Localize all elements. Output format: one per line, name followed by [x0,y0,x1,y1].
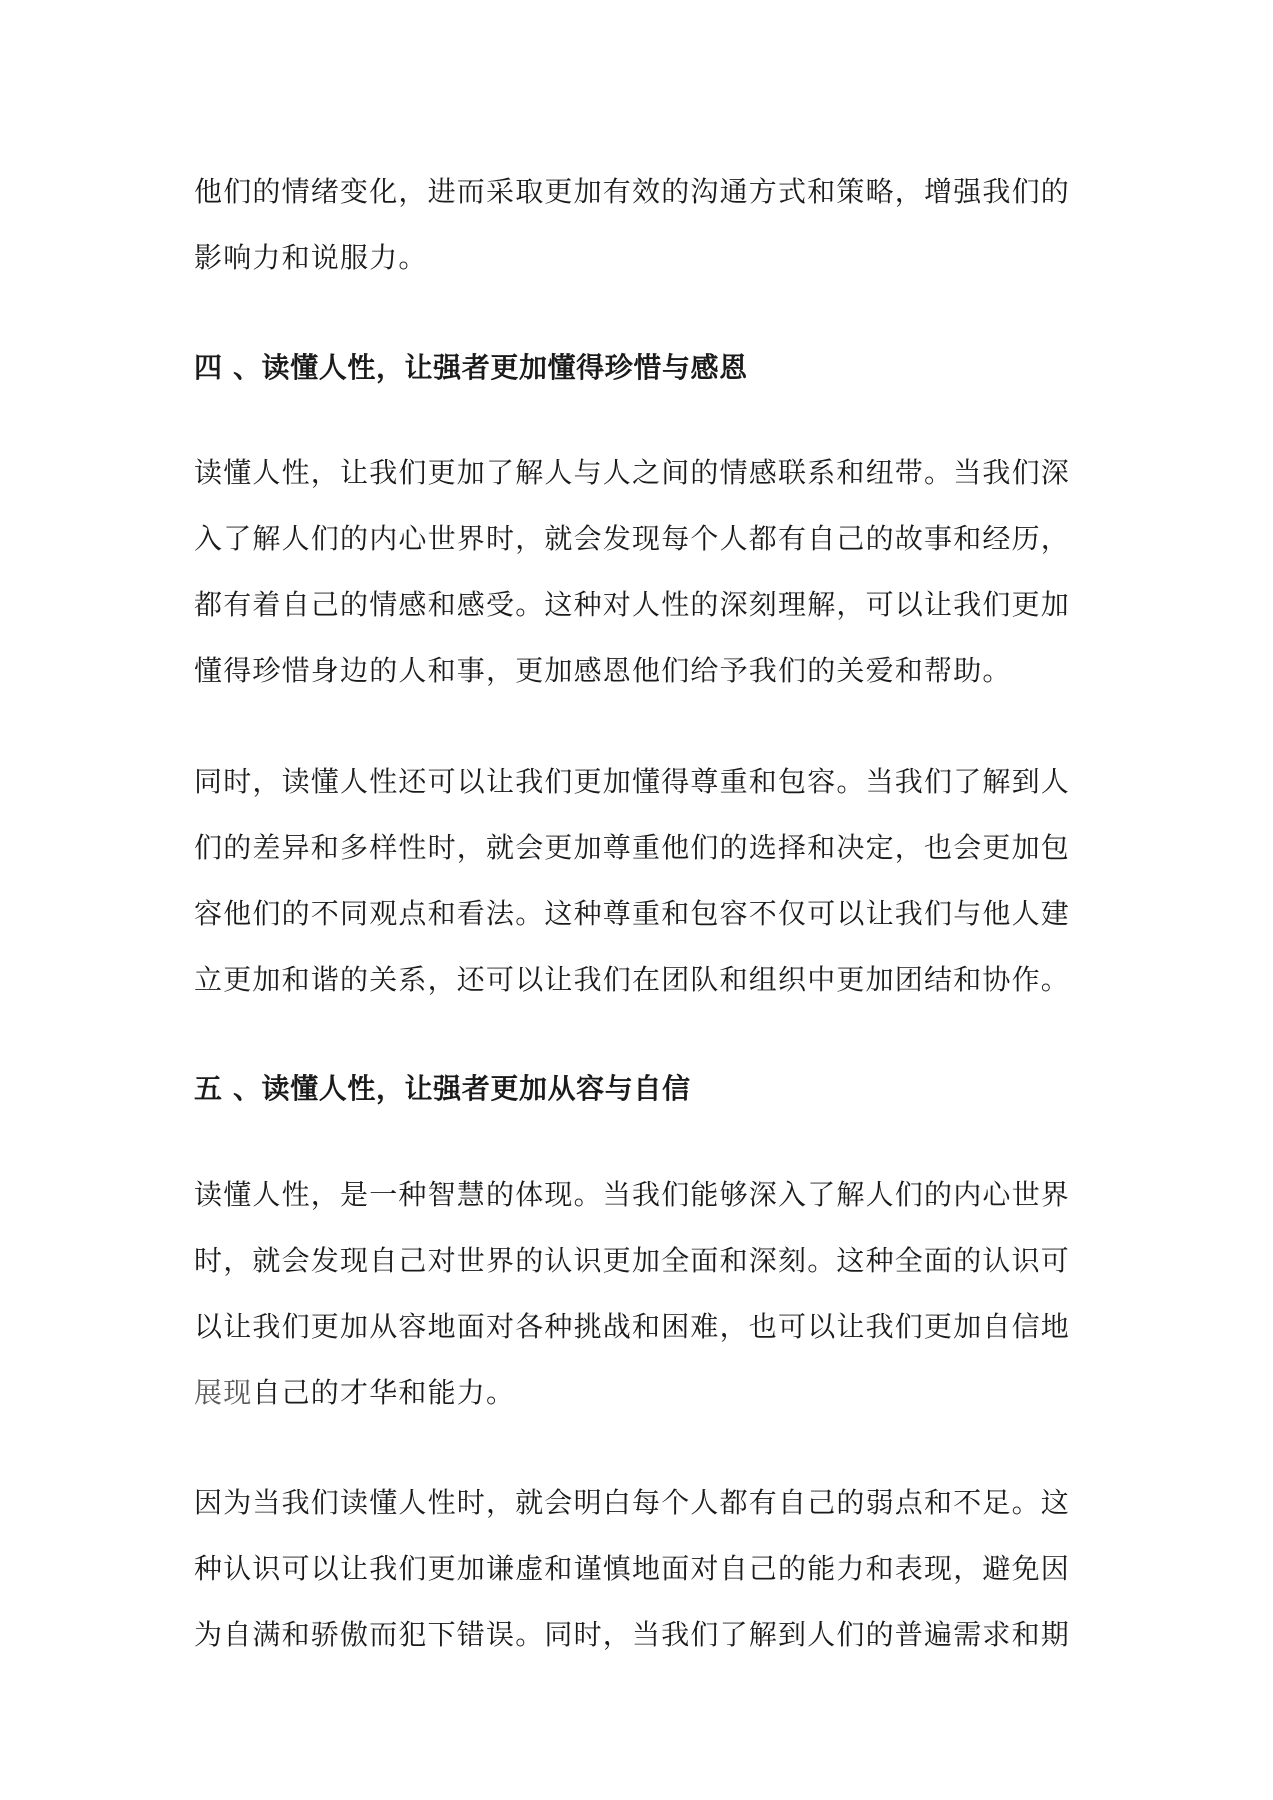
paragraph-line: 立更加和谐的关系，还可以让我们在团队和组织中更加团结和协作。 [194,963,1071,996]
paragraph-line: 都有着自己的情感和感受。这种对人性的深刻理解，可以让我们更加 [194,588,1071,621]
paragraph-line: 读懂人性，让我们更加了解人与人之间的情感联系和纽带。当我们深 [194,456,1071,489]
paragraph-line: 时，就会发现自己对世界的认识更加全面和深刻。这种全面的认识可 [194,1244,1071,1277]
paragraph-line: 懂得珍惜身边的人和事，更加感恩他们给予我们的关爱和帮助。 [194,654,1012,687]
paragraph-line: 同时，读懂人性还可以让我们更加懂得尊重和包容。当我们了解到人 [194,765,1071,798]
section-heading: 五 、读懂人性，让强者更加从容与自信 [194,1072,691,1105]
line-remainder: 自己的才华和能力。 [252,1376,516,1409]
paragraph-line: 为自满和骄傲而犯下错误。同时，当我们了解到人们的普遍需求和期 [194,1618,1071,1651]
paragraph-line: 影响力和说服力。 [194,241,428,274]
paragraph-line: 种认识可以让我们更加谦虚和谨慎地面对自己的能力和表现，避免因 [194,1552,1071,1585]
highlighted-word: 展现 [194,1376,253,1409]
paragraph-line [194,1373,515,1413]
paragraph-line: 因为当我们读懂人性时，就会明白每个人都有自己的弱点和不足。这 [194,1486,1071,1519]
paragraph-line: 入了解人们的内心世界时，就会发现每个人都有自己的故事和经历， [194,522,1071,555]
paragraph-line: 以让我们更加从容地面对各种挑战和困难，也可以让我们更加自信地 [194,1310,1071,1343]
paragraph-line: 他们的情绪变化，进而采取更加有效的沟通方式和策略，增强我们的 [194,175,1071,208]
paragraph-line: 容他们的不同观点和看法。这种尊重和包容不仅可以让我们与他人建 [194,897,1071,930]
paragraph-line: 们的差异和多样性时，就会更加尊重他们的选择和决定，也会更加包 [194,831,1071,864]
section-heading: 四 、读懂人性，让强者更加懂得珍惜与感恩 [194,351,748,384]
paragraph-line: 读懂人性，是一种智慧的体现。当我们能够深入了解人们的内心世界 [194,1178,1071,1211]
